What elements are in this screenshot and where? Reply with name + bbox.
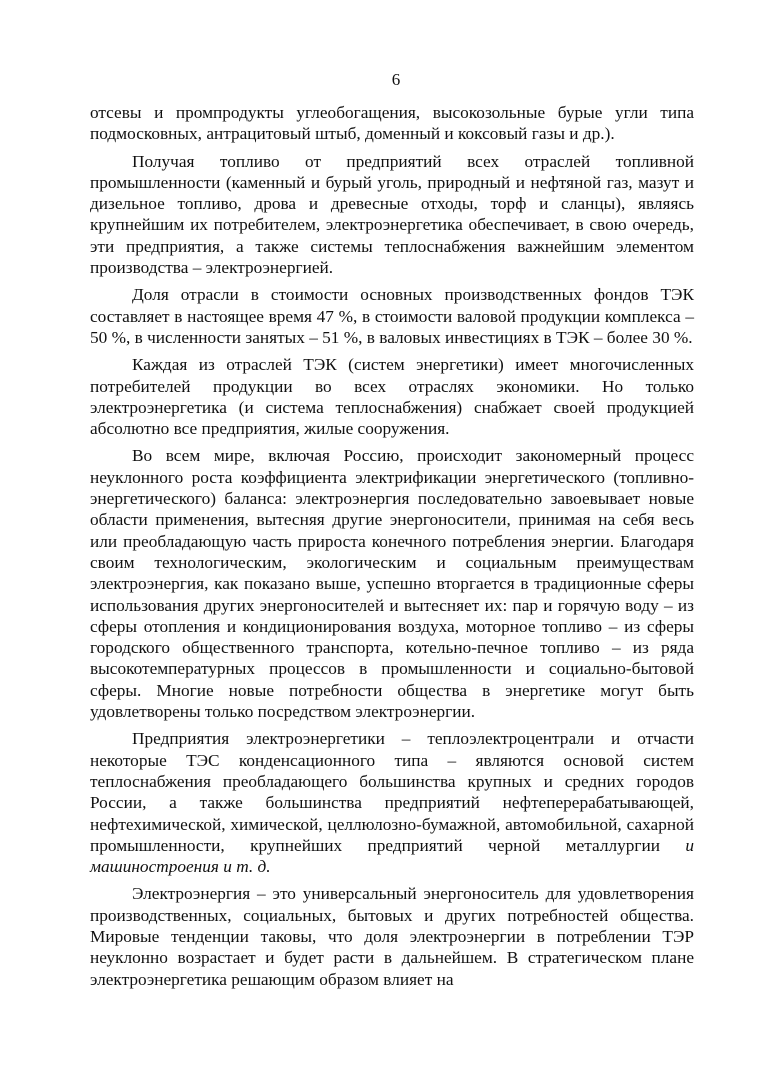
paragraph-3: Доля отрасли в стоимости основных производственных фондов ТЭК составляет в настоящее время 47 %, в стоимости валовой продукции комплекса – 50 %, в численности занятых – 51 %, в валовых инвестициях в ТЭК – более 30 %. — [90, 285, 694, 347]
document-page — [90, 70, 694, 992]
paragraph-2: Получая топливо от предприятий всех отраслей топливной промышленности (каменный и бурый уголь, природный и нефтяной газ, мазут и дизельное топливо, дрова и древесные отходы, торф и сланцы), являясь крупнейшим их потребителем, электроэнергетика обеспечивает, в свою очередь, эти предприятия, а также системы теплоснабжения важнейшим элементом производства – электроэнергией. — [90, 151, 694, 278]
paragraph-6-main-text: Предприятия электроэнергетики – теплоэлектроцентрали и отчасти некоторые ТЭС конденсационного типа – являются основой систем теплоснабжения преобладающего большинства крупных и средних городов России, а также большинства предприятий нефтеперерабатывающей, нефтехимической, химической, целлюлозно-бумажной, автомобильной, сахарной промышленности, крупнейших предприятий черной металлургии — [90, 729, 694, 855]
paragraph-1: отсевы и промпродукты углеобогащения, высокозольные бурые угли типа подмосковных, антрацитовый штыб, доменный и коксовый газы и др.). — [90, 103, 694, 144]
page-number: 6 — [391, 70, 401, 89]
paragraph-5: Во всем мире, включая Россию, происходит закономерный процесс неуклонного роста коэффициента электрификации энергетического (топливно-энергетического) баланса: электроэнергия последовательно завоевывает новые области применения, вытесняя другие энергоносители, принимая на себя весь или преобладающую часть прироста конечного потребления энергии. Благодаря своим технологическим, экологическим и социальным преимуществам электроэнергия, как показано выше, успешно вторгается в традиционные сферы использования других энергоносителей и вытесняет их: пар и горячую воду – из сферы отопления и кондиционирования воздуха, моторное топливо – из сферы городского общественного транспорта, котельно-печное топливо – из ряда высокотемпературных процессов в промышленности и социально-бытовой сферы. Многие новые потребности общества в энергетике могут быть удовлетворены только посредством электроэнергии. — [90, 446, 694, 722]
paragraph-4: Каждая из отраслей ТЭК (систем энергетики) имеет многочисленных потребителей продукции во всех отраслях экономики. Но только электроэнергетика (и система теплоснабжения) снабжает своей продукцией абсолютно все предприятия, жилые сооружения. — [90, 355, 694, 439]
paragraph-7: Электроэнергия – это универсальный энергоноситель для удовлетворения производственных, социальных, бытовых и других потребностей общества. Мировые тенденции таковы, что доля электроэнергии в потреблении ТЭР неуклонно возрастает и будет расти в дальнейшем. В стратегическом плане электроэнергетика решающим образом влияет на — [90, 884, 694, 989]
paragraph-6-italic-text: и машиностроения и т. д. — [90, 835, 694, 877]
paragraph-6 — [90, 728, 694, 877]
